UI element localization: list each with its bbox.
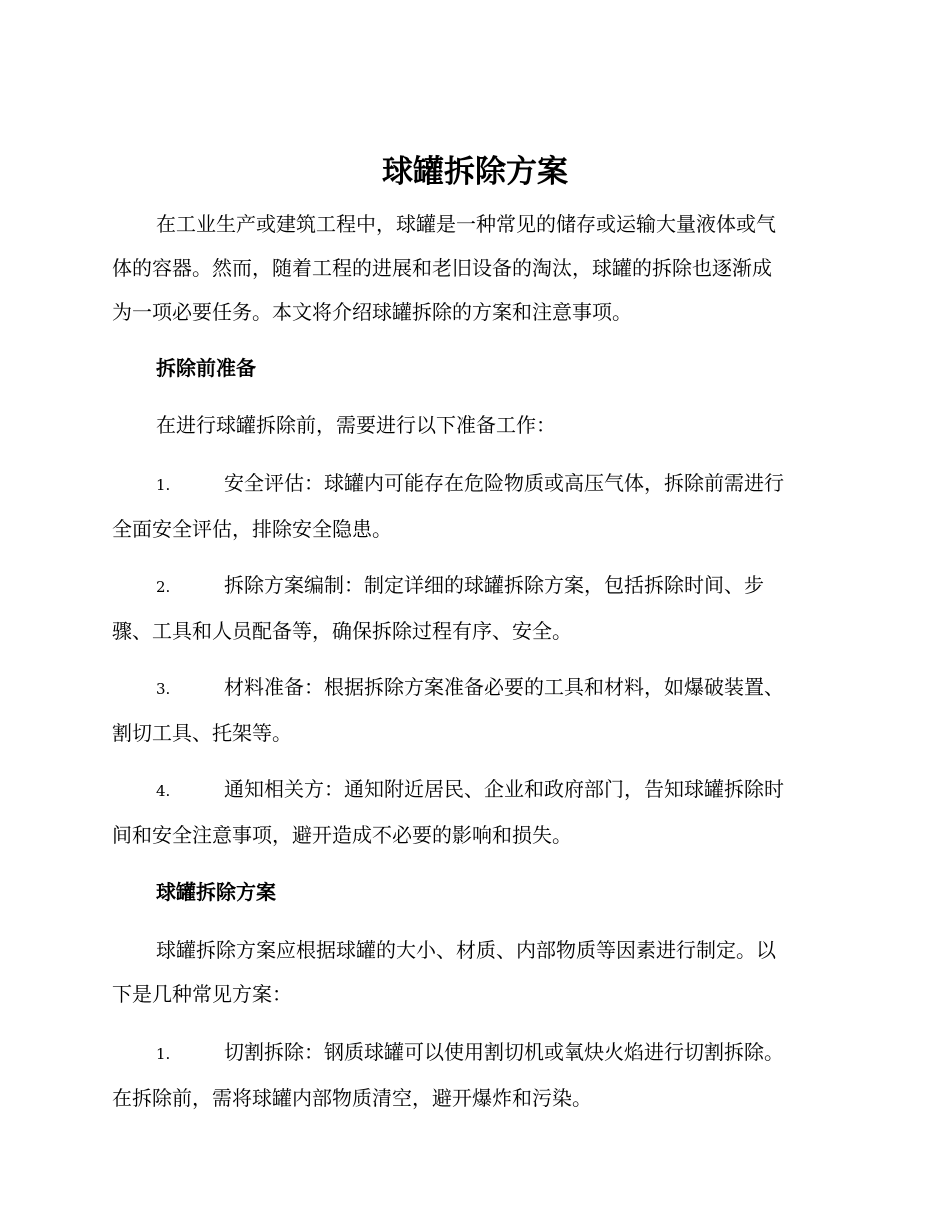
list-item [112, 461, 836, 551]
list-item-number: 3. [156, 680, 171, 698]
list-item-text-line-1: 安全评估：球罐内可能存在危险物质或高压气体，拆除前需进行 [224, 471, 784, 495]
list-item-text-line-2: 间和安全注意事项，避开造成不必要的影响和损失。 [112, 823, 572, 847]
demolition-lead-paragraph [112, 928, 836, 1016]
list-item-number: 1. [156, 476, 171, 494]
preparation-lead-line: 在进行球罐拆除前，需要进行以下准备工作： [156, 413, 556, 437]
section-heading-preparation: 拆除前准备 [156, 356, 256, 380]
intro-paragraph [112, 202, 836, 334]
list-item-text-line-1: 通知相关方：通知附近居民、企业和政府部门，告知球罐拆除时 [224, 777, 784, 801]
preparation-lead-paragraph [112, 403, 836, 447]
demolition-lead-line-1: 球罐拆除方案应根据球罐的大小、材质、内部物质等因素进行制定。以 [156, 938, 776, 962]
list-item-text-line-1: 切割拆除：钢质球罐可以使用割切机或氧炔火焰进行切割拆除。 [224, 1040, 784, 1064]
document-title: 球罐拆除方案 [382, 154, 568, 190]
list-item [112, 767, 836, 857]
list-item-text-line-2: 在拆除前，需将球罐内部物质清空，避开爆炸和污染。 [112, 1086, 592, 1110]
section-heading-demolition-plan: 球罐拆除方案 [156, 880, 276, 904]
list-item-number: 4. [156, 782, 171, 800]
list-item-text-line-1: 材料准备：根据拆除方案准备必要的工具和材料，如爆破装置、 [224, 675, 784, 699]
list-item-number: 1. [156, 1045, 171, 1063]
intro-line-2: 体的容器。然而，随着工程的进展和老旧设备的淘汰，球罐的拆除也逐渐成 [112, 256, 772, 280]
demolition-lead-line-2: 下是几种常见方案： [112, 982, 292, 1006]
list-item-text-line-2: 骤、工具和人员配备等，确保拆除过程有序、安全。 [112, 619, 572, 643]
list-item-text-line-2: 割切工具、托架等。 [112, 721, 292, 745]
list-item-text-line-2: 全面安全评估，排除安全隐患。 [112, 517, 392, 541]
list-item-text-line-1: 拆除方案编制：制定详细的球罐拆除方案，包括拆除时间、步 [224, 573, 764, 597]
list-item [112, 563, 836, 653]
list-item [112, 665, 836, 755]
list-item-number: 2. [156, 578, 171, 596]
list-item [112, 1030, 836, 1120]
intro-line-3: 为一项必要任务。本文将介绍球罐拆除的方案和注意事项。 [112, 300, 632, 324]
intro-line-1: 在工业生产或建筑工程中，球罐是一种常见的储存或运输大量液体或气 [156, 212, 776, 236]
